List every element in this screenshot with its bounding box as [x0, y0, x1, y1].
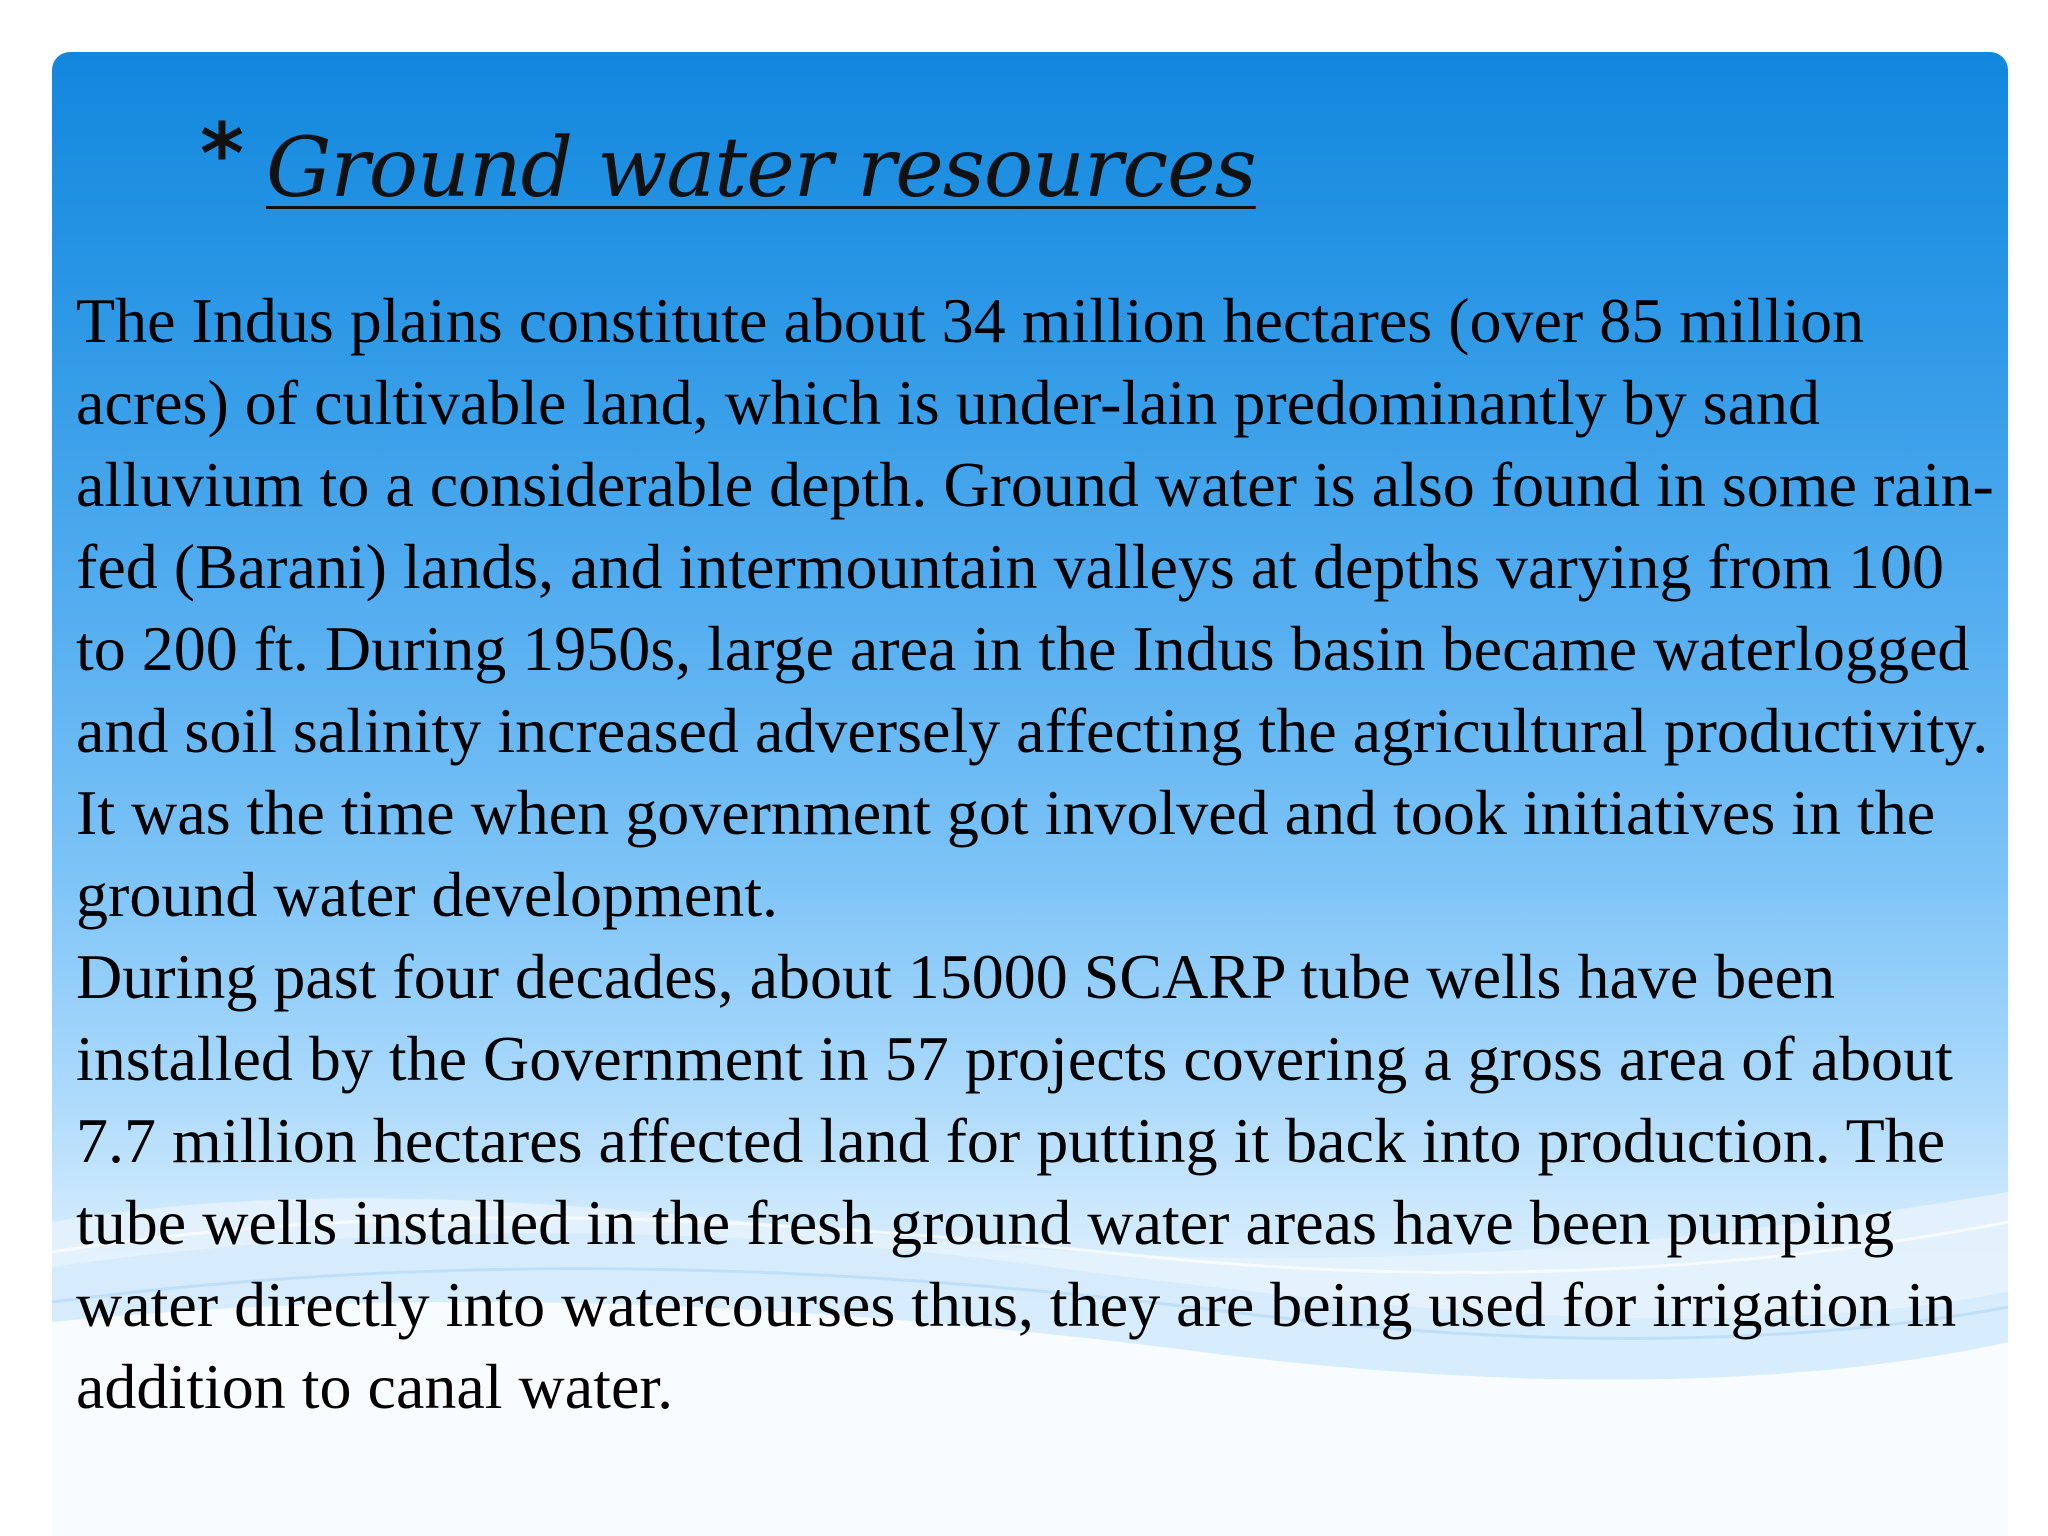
body-paragraph-2: During past four decades, about 15000 SCARP tube wells have been installed by the Government in 57 projects covering a gross area of about 7.7 million hectares affected land for putting it back into production. The tube wells installed in the fresh ground water areas have been pumping water directly into watercourses thus, they are being used for irrigation in addition to canal water.: [76, 941, 1957, 1422]
slide-title: Ground water resources: [265, 121, 1256, 216]
slide-title-row: [200, 94, 1256, 224]
slide-body: [76, 280, 1996, 1428]
body-paragraph-1: The Indus plains constitute about 34 million hectares (over 85 million acres) of cultivable land, which is under-lain predominantly by sand alluvium to a considerable depth. Ground water is also found in some rain-fed (Barani) lands, and intermountain valleys at depths varying from 100 to 200 ft. During 1950s, large area in the Indus basin became waterlogged and soil salinity increased adversely affecting the agricultural productivity. It was the time when government got involved and took initiatives in the ground water development.: [76, 285, 1994, 930]
slide-background: [52, 52, 2008, 1536]
title-bullet: *: [200, 105, 244, 203]
